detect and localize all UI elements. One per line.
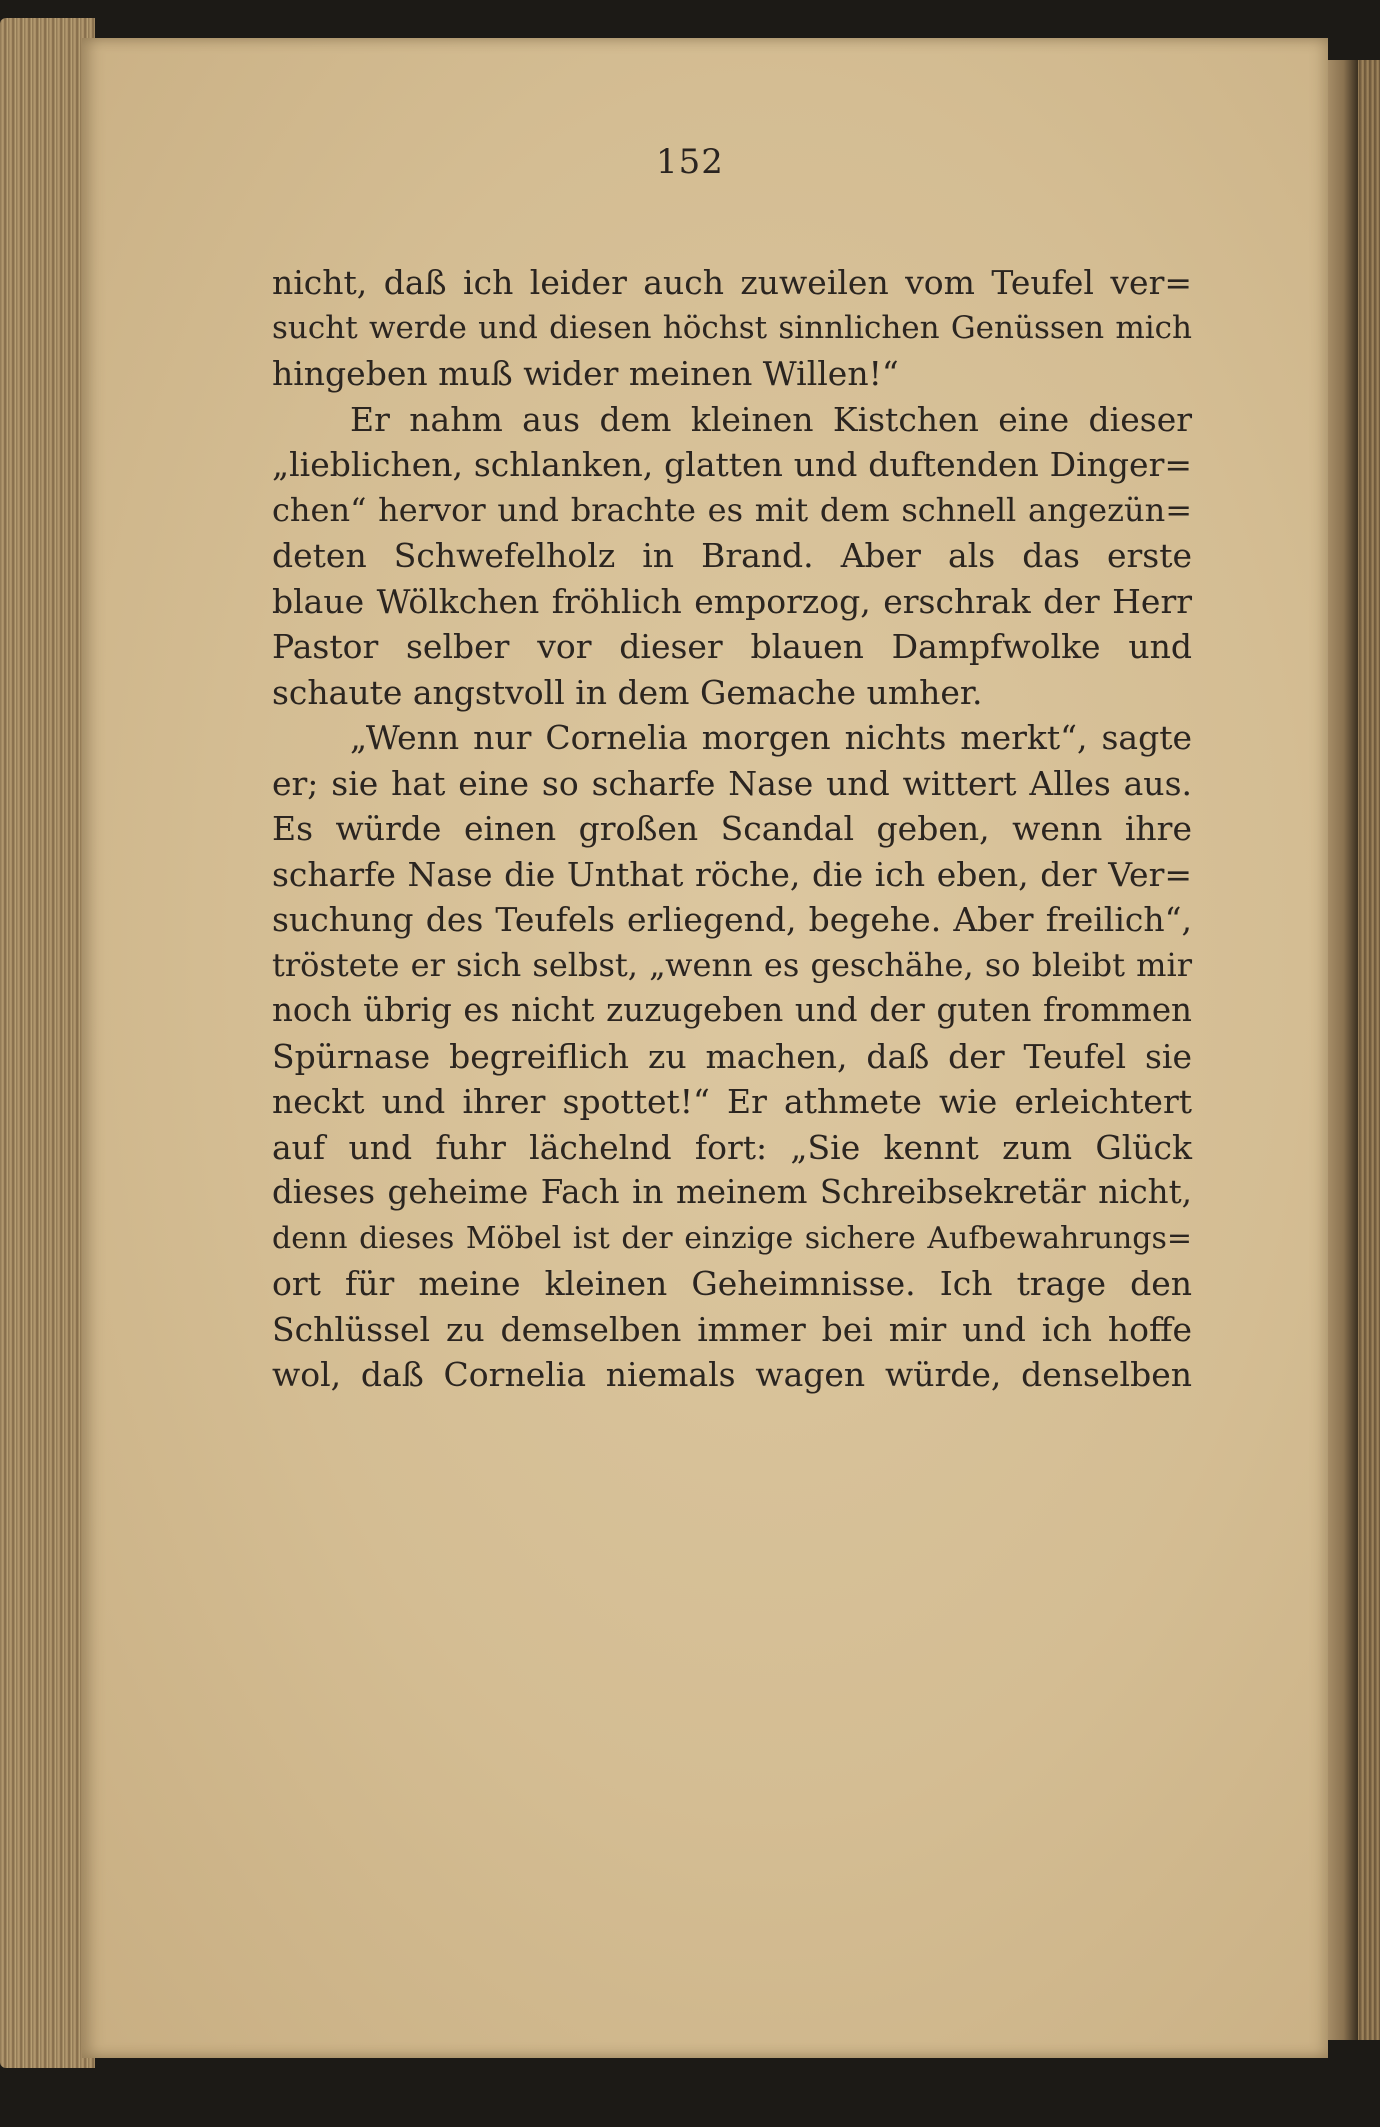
text-line: Es würde einen großen Scandal geben, wenn ihre xyxy=(272,809,1192,848)
text-line: chen“ hervor und brachte es mit dem schnell angezün= xyxy=(272,490,1192,529)
text-line: deten Schwefelholz in Brand. Aber als das erste xyxy=(272,536,1192,575)
text-line: sucht werde und diesen höchst sinnlichen Genüssen mich xyxy=(272,309,1192,346)
text-line: auf und fuhr lächelnd fort: „Sie kennt zum Glück xyxy=(272,1127,1192,1167)
text-line: Er nahm aus dem kleinen Kistchen eine dieser xyxy=(350,399,1192,439)
left-page-edges xyxy=(0,18,95,2068)
text-line: schaute angstvoll in dem Gemache umher. xyxy=(272,672,983,712)
text-line: Spürnase begreiflich zu machen, daß der Teufel sie xyxy=(272,1036,1192,1076)
text-line: Pastor selber vor dieser blauen Dampfwolke und xyxy=(272,627,1192,666)
page-number: 152 xyxy=(656,142,724,182)
text-line: neckt und ihrer spottet!“ Er athmete wie erleichtert xyxy=(272,1082,1192,1121)
text-line: suchung des Teufels erliegend, begehe. Aber freilich“, xyxy=(272,900,1192,939)
text-line: tröstete er sich selbst, „wenn es geschähe, so bleibt mir xyxy=(272,945,1192,984)
text-line: „lieblichen, schlanken, glatten und duftenden Dinger= xyxy=(272,445,1192,484)
body-text xyxy=(272,260,1192,1398)
text-line: wol, daß Cornelia niemals wagen würde, denselben xyxy=(272,1355,1192,1394)
text-line: hingeben muß wider meinen Willen!“ xyxy=(272,354,899,393)
text-line: noch übrig es nicht zuzugeben und der guten frommen xyxy=(272,991,1192,1029)
text-line: dieses geheime Fach in meinem Schreibsekretär nicht, xyxy=(272,1173,1192,1211)
text-line: blaue Wölkchen fröhlich emporzog, erschrak der Herr xyxy=(272,581,1192,621)
text-line: scharfe Nase die Unthat röche, die ich eben, der Ver= xyxy=(272,854,1192,894)
text-line: „Wenn nur Cornelia morgen nichts merkt“, sagte xyxy=(350,718,1192,757)
text-line: nicht, daß ich leider auch zuweilen vom Teufel ver= xyxy=(272,263,1192,302)
text-line: denn dieses Möbel ist der einzige sichere Aufbewahrungs= xyxy=(272,1220,1192,1256)
text-line: er; sie hat eine so scharfe Nase und wittert Alles aus. xyxy=(272,763,1192,803)
text-line: Schlüssel zu demselben immer bei mir und ich hoffe xyxy=(272,1309,1192,1349)
text-line: ort für meine kleinen Geheimnisse. Ich trage den xyxy=(272,1264,1192,1303)
